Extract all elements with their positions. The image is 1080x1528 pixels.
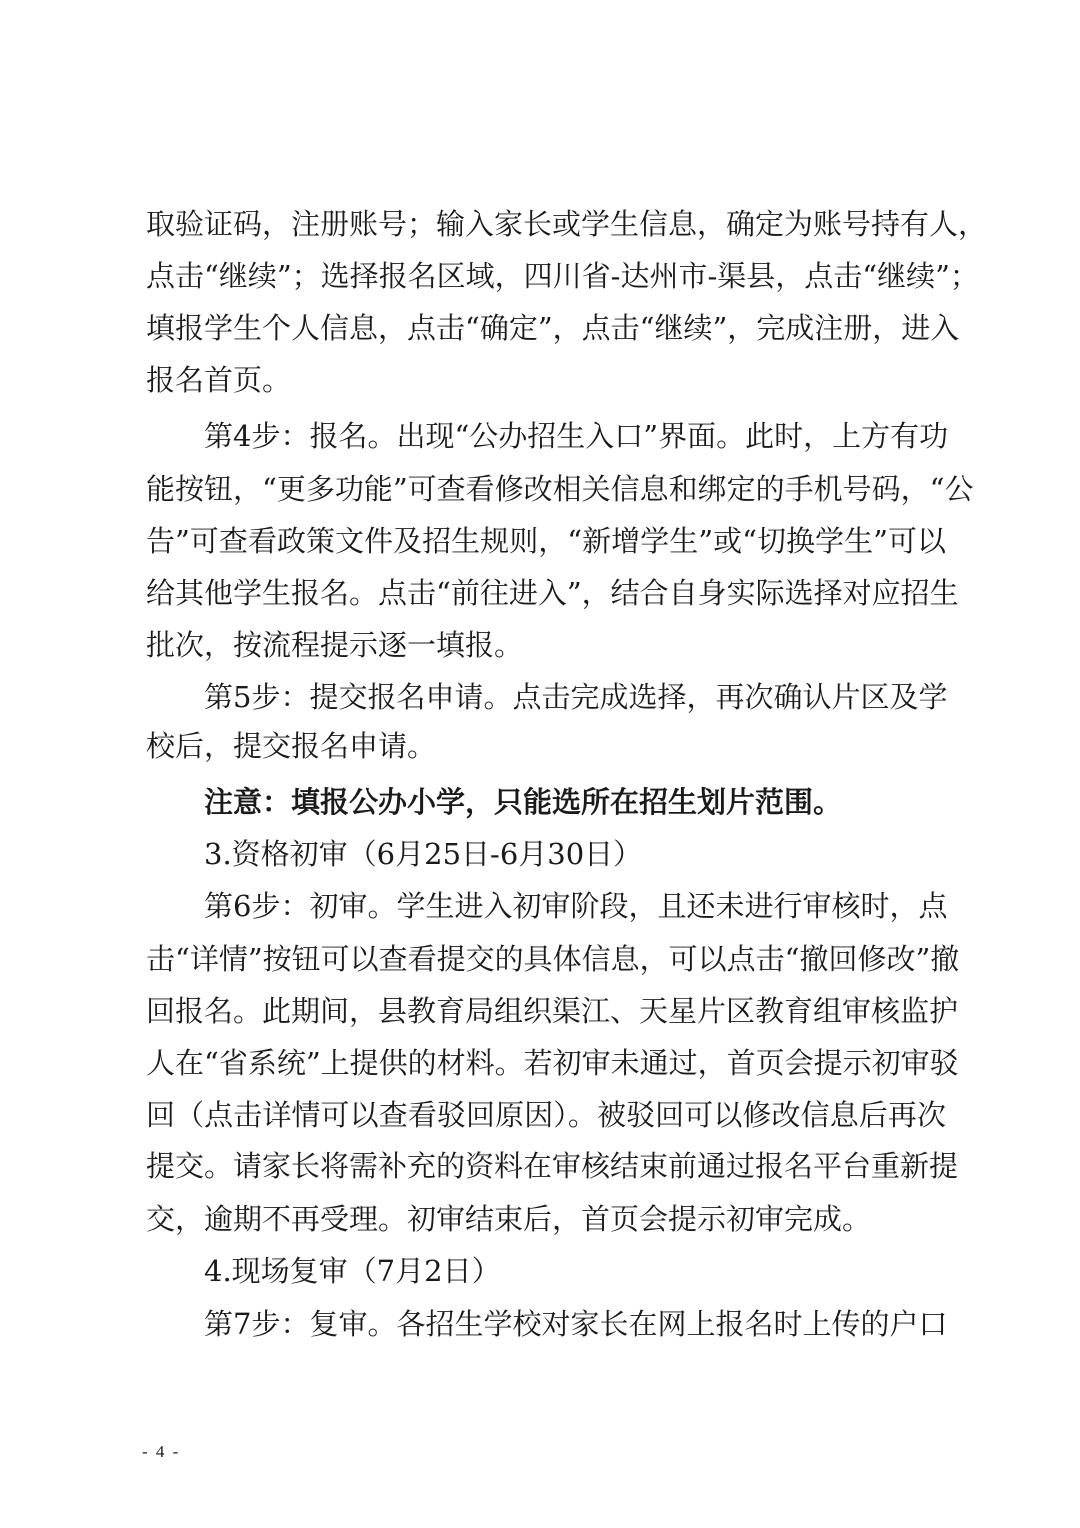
text-line: 能按钮，“更多功能”可查看修改相关信息和绑定的手机号码，“公 [146, 472, 974, 506]
text-line: 报名首页。 [146, 363, 292, 397]
text-line: 回报名。此期间，县教育局组织渠江、天星片区教育组审核监护 [146, 994, 959, 1028]
text-line: 取验证码，注册账号；输入家长或学生信息，确定为账号持有人， [146, 207, 988, 241]
step-5-heading-line: 第5步：提交报名申请。点击完成选择，再次确认片区及学 [204, 680, 948, 714]
step-7-heading-line: 第7步：复审。各招生学校对家长在网上报名时上传的户口 [204, 1307, 948, 1341]
notice-line: 注意：填报公办小学，只能选所在招生划片范围。 [204, 785, 843, 819]
text-line: 告”可查看政策文件及招生规则，“新增学生”或“切换学生”可以 [146, 524, 946, 558]
page-number: - 4 - [142, 1442, 181, 1461]
text-line: 回（点击详情可以查看驳回原因）。被驳回可以修改信息后再次 [146, 1098, 946, 1132]
section-4-heading: 4.现场复审（7月2日） [204, 1254, 501, 1288]
text-line: 批次，按流程提示逐一填报。 [146, 628, 524, 662]
text-line: 交，逾期不再受理。初审结束后，首页会提示初审完成。 [146, 1202, 872, 1236]
section-3-heading: 3.资格初审（6月25日-6月30日） [204, 837, 643, 871]
text-line: 人在“省系统”上提供的材料。若初审未通过，首页会提示初审驳 [146, 1046, 959, 1080]
step-4-heading-line: 第4步：报名。出现“公办招生入口”界面。此时，上方有功 [204, 419, 949, 453]
text-line: 校后，提交报名申请。 [146, 729, 437, 763]
text-line: 给其他学生报名。点击“前往进入”，结合自身实际选择对应招生 [146, 576, 959, 610]
text-line: 提交。请家长将需补充的资料在审核结束前通过报名平台重新提 [146, 1149, 959, 1183]
text-line: 填报学生个人信息，点击“确定”，点击“继续”，完成注册，进入 [146, 311, 960, 345]
step-6-heading-line: 第6步：初审。学生进入初审阶段，且还未进行审核时，点 [204, 889, 948, 923]
text-line: 点击“继续”；选择报名区域，四川省-达州市-渠县，点击“继续”； [146, 259, 979, 293]
text-line: 击“详情”按钮可以查看提交的具体信息，可以点击“撤回修改”撤 [146, 942, 960, 976]
